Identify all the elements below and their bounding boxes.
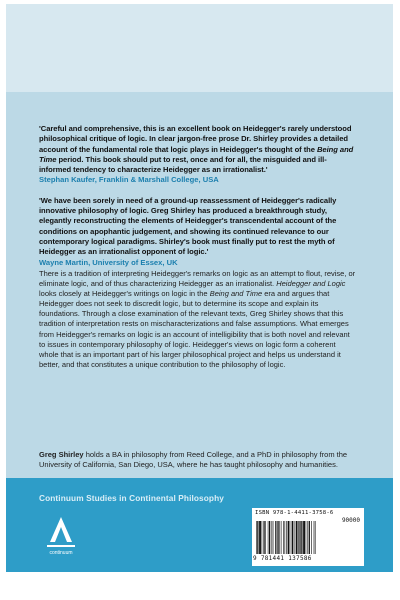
quote-attribution: Wayne Martin, University of Essex, UK (39, 257, 178, 267)
isbn-label: ISBN 978-1-4411-3758-6 (255, 510, 334, 516)
series-title: Continuum Studies in Continental Philosophy (39, 493, 224, 503)
quote-attribution: Stephan Kaufer, Franklin & Marshall College, USA (39, 175, 219, 185)
top-band (6, 4, 393, 92)
barcode-bars (255, 521, 361, 554)
logo-wordmark: continuum (49, 550, 73, 556)
book-description: There is a tradition of interpreting Heidegger's remarks on logic as an attempt to flout, revise, or eliminate logic, and of thus characterizing Heidegger as an irrationalist. Heidegger and Logic looks closely at Heidegger's writings on logic in the Being and Time era and argues that Heidegger does not seek to discredit logic, but to determine its scope and explain its foundations. Through a close examination of the relevant texts, Greg Shirley shows that this tradition of interpretation rests on mischaracterizations and false assumptions. What emerges from Heidegger's remarks on logic is an account of intelligibility that is both novel and relevant to issues in contemporary philosophy of logic. Heidegger's views on logic form a coherent whole that is an important part of his larger philosophical project and helps us understand it better, and that constitutes a unique contribution to the philosophy of logic. (39, 269, 356, 369)
quote-text: 'We have been sorely in need of a ground-up reassessment of Heidegger's radically innovative philosophy of logic. Greg Shirley has produced a breakthrough study, elegantly reconstructing the elements of Heidegger's transcendental account of the conditions on apophantic judgement, and showing its continued relevance to our contemporary logical paradigms. Shirley's book must finally put to rest the myth of Heidegger as an irrationalist opponent of logic.' (39, 195, 337, 257)
barcode-digits: 9 781441 137586 (253, 555, 312, 562)
price-code: 90000 (341, 517, 360, 524)
barcode (252, 508, 364, 566)
review-quote-1 (39, 124, 357, 186)
quote-text: 'Careful and comprehensive, this is an excellent book on Heidegger's rarely understood philosophical critique of logic. In clear jargon-free prose Dr. Shirley provides a detailed account of the fundamental role that logic plays in Heidegger's thought of the Being and Time period. This book should put to rest, once and for all, the misguided and ill-informed tendency to characterize Heidegger as an irrationalist.' (39, 124, 354, 175)
continuum-logo (44, 514, 78, 558)
review-quotes (39, 124, 357, 268)
review-quote-2 (39, 196, 357, 268)
author-name: Greg Shirley (39, 450, 84, 459)
author-bio: Greg Shirley holds a BA in philosophy from Reed College, and a PhD in philosophy from the University of California, San Diego, USA, where he has taught philosophy and humanities. (39, 450, 348, 470)
